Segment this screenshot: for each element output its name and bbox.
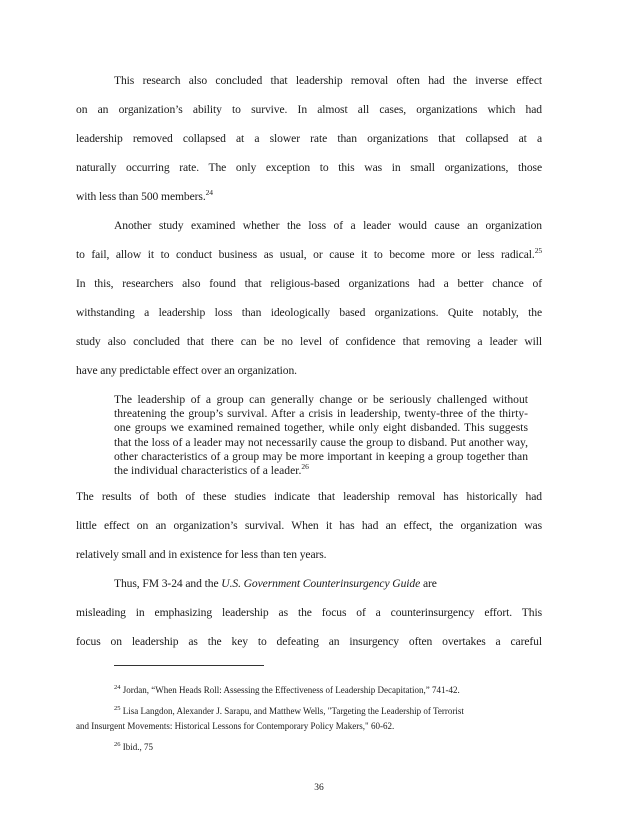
footnote-number: 25 <box>114 705 121 712</box>
guide-title: U.S. Government Counterinsurgency Guide <box>221 577 421 590</box>
footnote <box>114 685 460 695</box>
footnote-number: 24 <box>114 684 121 691</box>
body-line: relatively small and in existence for less than ten years. <box>76 548 327 561</box>
footnote <box>114 742 153 752</box>
body-line: little effect on an organization’s survival. When it has had an effect, the organization was <box>76 519 542 532</box>
footnote-number: 26 <box>114 741 121 748</box>
footnote <box>114 706 464 716</box>
body-line: misleading in emphasizing leadership as the focus of a counterinsurgency effort. This <box>76 606 542 619</box>
footnote-ref: 24 <box>205 188 213 198</box>
body-line: on an organization’s ability to survive. In almost all cases, organizations which had <box>76 103 542 116</box>
body-text: to fail, allow it to conduct business as usual, or cause it to become more or less radical. <box>76 248 535 261</box>
body-line: study also concluded that there can be no level of confidence that removing a leader will <box>76 335 542 348</box>
body-line <box>76 248 542 261</box>
body-line: leadership removed collapsed at a slower rate than organizations that collapsed at a <box>76 132 542 145</box>
body-line: focus on leadership as the key to defeating an insurgency often overtakes a careful <box>76 635 542 648</box>
footnote-text: Jordan, “When Heads Roll: Assessing the Effectiveness of Leadership Decapitation,” 741-42. <box>122 685 460 695</box>
body-line: have any predictable effect over an organization. <box>76 364 297 377</box>
body-line: The results of both of these studies indicate that leadership removal has historically had <box>76 490 542 503</box>
footnote-ref: 26 <box>301 462 309 472</box>
footnote-ref: 25 <box>534 246 542 256</box>
body-line <box>76 190 542 203</box>
footnote-continuation: and Insurgent Movements: Historical Lessons for Contemporary Policy Makers," 60-62. <box>76 721 395 731</box>
body-line: withstanding a leadership loss than ideologically based organizations. Quite notably, the <box>76 306 542 319</box>
body-text: Thus, FM 3-24 and the <box>114 577 222 590</box>
page-number: 36 <box>314 783 324 793</box>
body-line: naturally occurring rate. The only exception to this was in small organizations, those <box>76 161 542 174</box>
block-quote <box>114 393 528 478</box>
body-text: are <box>420 577 437 590</box>
footnote-text: Lisa Langdon, Alexander J. Sarapu, and Matthew Wells, "Targeting the Leadership of Terrorist <box>122 706 464 716</box>
footnote-separator <box>114 665 264 666</box>
footnote-text: Ibid., 75 <box>122 742 153 752</box>
body-line: This research also concluded that leadership removal often had the inverse effect <box>114 74 542 87</box>
body-line <box>114 577 437 590</box>
body-line: In this, researchers also found that religious-based organizations had a better chance of <box>76 277 542 290</box>
body-text: with less than 500 members. <box>76 190 206 203</box>
body-line: Another study examined whether the loss of a leader would cause an organization <box>114 219 542 232</box>
quote-text: The leadership of a group can generally change or be seriously challenged without threatening the group’s survival. After a crisis in leadership, twenty-three of the thirty-one groups we examined remained together, while only eight disbanded. This suggests that the loss of a leader may not necessarily cause the group to disband. Put another way, other characteristics of a group may be more important in keeping a group together than the individual characteristics of a leader. <box>114 393 528 478</box>
